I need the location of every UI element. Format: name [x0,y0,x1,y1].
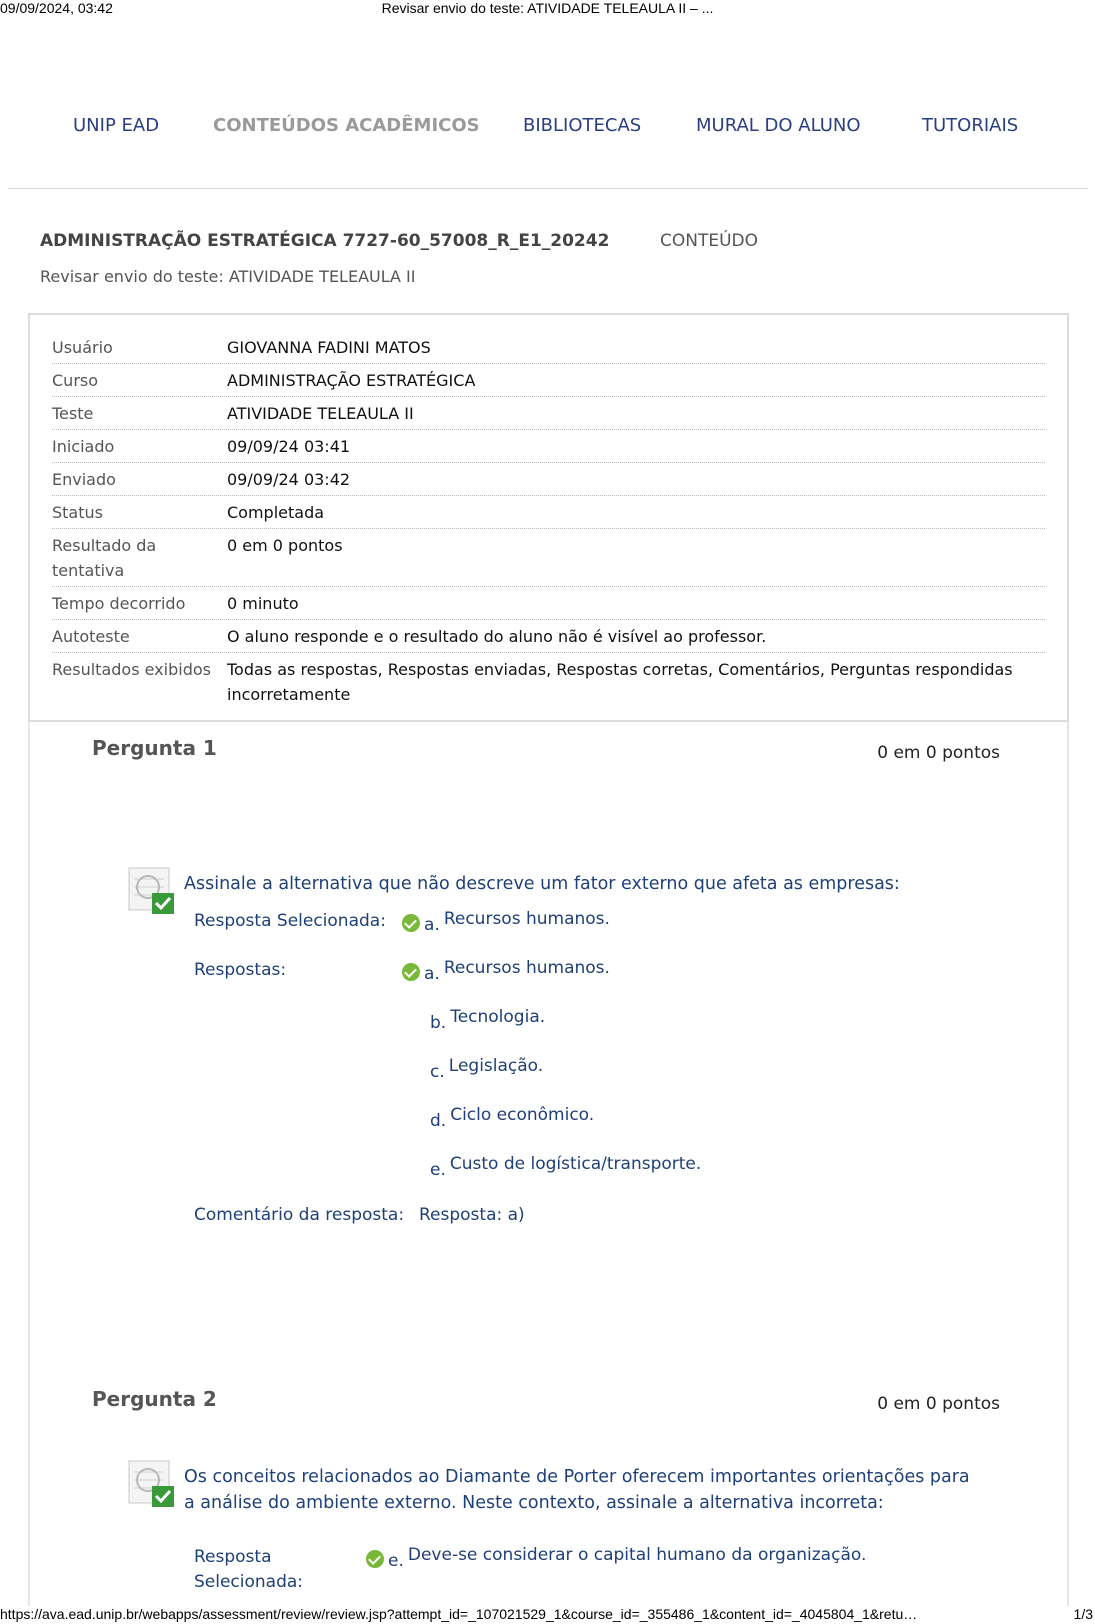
summary-row-curso [52,364,1045,397]
breadcrumb: Revisar envio do teste: ATIVIDADE TELEAULA II [40,267,416,286]
answer-text: Recursos humanos. [443,958,610,978]
summary-value: 0 minuto [227,594,299,613]
summary-row-enviado [52,463,1045,496]
nav-divider [8,188,1088,189]
summary-value: ATIVIDADE TELEAULA II [227,404,414,423]
correct-answer-icon [128,1460,176,1508]
nav-unip-ead[interactable]: UNIP EAD [73,115,160,136]
question-2-text: Os conceitos relacionados ao Diamante de Porter oferecem importantes orientações para a análise do ambiente externo. Neste contexto, assinale a alternativa incorreta: [184,1467,970,1513]
print-window-title: Revisar envio do teste: ATIVIDADE TELEAULA II – ... [381,0,714,16]
answer-text: Recursos humanos. [443,909,610,929]
nav-conteudos-academicos[interactable]: CONTEÚDOS ACADÊMICOS [213,115,480,136]
answer-letter: e. [430,1160,446,1180]
summary-value: 0 em 0 pontos [227,536,343,555]
question-1-points: 0 em 0 pontos [877,743,1000,763]
selected-answer-label: Resposta Selecionada: [194,911,386,931]
answer-letter: c. [430,1062,445,1082]
attempt-summary [28,313,1069,722]
course-title[interactable]: ADMINISTRAÇÃO ESTRATÉGICA 7727-60_57008_R_E1_20242 [40,231,610,251]
selected-answer [402,909,610,935]
summary-row-teste [52,397,1045,430]
answer-option-e [430,1154,701,1180]
summary-row-resultados-exibidos [52,653,1045,710]
answer-letter: d. [430,1111,447,1131]
check-icon [366,1550,384,1568]
print-datetime: 09/09/2024, 03:42 [0,0,113,16]
answers-label: Respostas: [194,960,287,980]
summary-label: Tempo decorrido [52,594,186,613]
correct-answer-icon [128,867,176,915]
nav-mural-do-aluno[interactable]: MURAL DO ALUNO [696,115,861,136]
summary-value: 09/09/24 03:42 [227,470,351,489]
answer-text: Custo de logística/transporte. [449,1154,702,1174]
answer-text: Ciclo econômico. [450,1105,595,1125]
content-link[interactable]: CONTEÚDO [660,231,759,251]
summary-label: Status [52,503,103,522]
question-2-title: Pergunta 2 [92,1387,217,1411]
answer-letter: e. [388,1551,404,1571]
summary-label: Teste [52,404,94,423]
summary-row-resultado [52,529,1045,587]
comment-label: Comentário da resposta: [194,1205,405,1225]
answer-letter: a. [424,915,440,935]
summary-row-iniciado [52,430,1045,463]
answer-letter: a. [424,964,440,984]
summary-label: Autoteste [52,627,130,646]
summary-value: Completada [227,503,325,522]
answer-option-a [402,958,610,984]
selected-answer [366,1545,866,1571]
answer-option-d [430,1105,594,1131]
print-url: https://ava.ead.unip.br/webapps/assessment/review/review.jsp?attempt_id=_107021529_1&course_id=_355486_1&content_id=_4045804_1&retu… [0,1606,918,1622]
summary-row-status [52,496,1045,529]
summary-value: GIOVANNA FADINI MATOS [227,338,431,357]
check-icon [402,963,420,981]
selected-answer-label: Resposta Selecionada: [194,1547,304,1592]
question-1-text: Assinale a alternativa que não descreve um fator externo que afeta as empresas: [184,874,900,894]
answer-text: Legislação. [448,1056,544,1076]
print-page-number: 1/3 [1073,1606,1093,1622]
nav-tutoriais[interactable]: TUTORIAIS [922,115,1019,136]
nav-bibliotecas[interactable]: BIBLIOTECAS [523,115,642,136]
answer-letter: b. [430,1013,447,1033]
summary-label: Curso [52,371,99,390]
answer-text: Deve-se considerar o capital humano da organização. [407,1545,867,1565]
summary-label: Enviado [52,470,116,489]
summary-row-usuario [52,331,1045,364]
summary-value: 09/09/24 03:41 [227,437,351,456]
summary-label: Resultado da tentativa [52,536,157,580]
check-icon [402,914,420,932]
top-navigation [0,115,1095,145]
summary-row-autoteste [52,620,1045,653]
summary-row-tempo [52,587,1045,620]
answer-text: Tecnologia. [450,1007,546,1027]
summary-label: Usuário [52,338,113,357]
summary-value: Todas as respostas, Respostas enviadas, Respostas corretas, Comentários, Perguntas respondidas incorretamente [227,660,1013,704]
question-1-title: Pergunta 1 [92,736,217,760]
summary-label: Iniciado [52,437,115,456]
answer-option-b [430,1007,545,1033]
answer-option-c [430,1056,543,1082]
summary-value: O aluno responde e o resultado do aluno não é visível ao professor. [227,627,767,646]
summary-label: Resultados exibidos [52,660,211,679]
summary-value: ADMINISTRAÇÃO ESTRATÉGICA [227,371,476,390]
question-2-points: 0 em 0 pontos [877,1394,1000,1414]
comment-text: Resposta: a) [419,1205,525,1225]
print-footer [0,1606,1095,1624]
print-header [0,0,1095,18]
